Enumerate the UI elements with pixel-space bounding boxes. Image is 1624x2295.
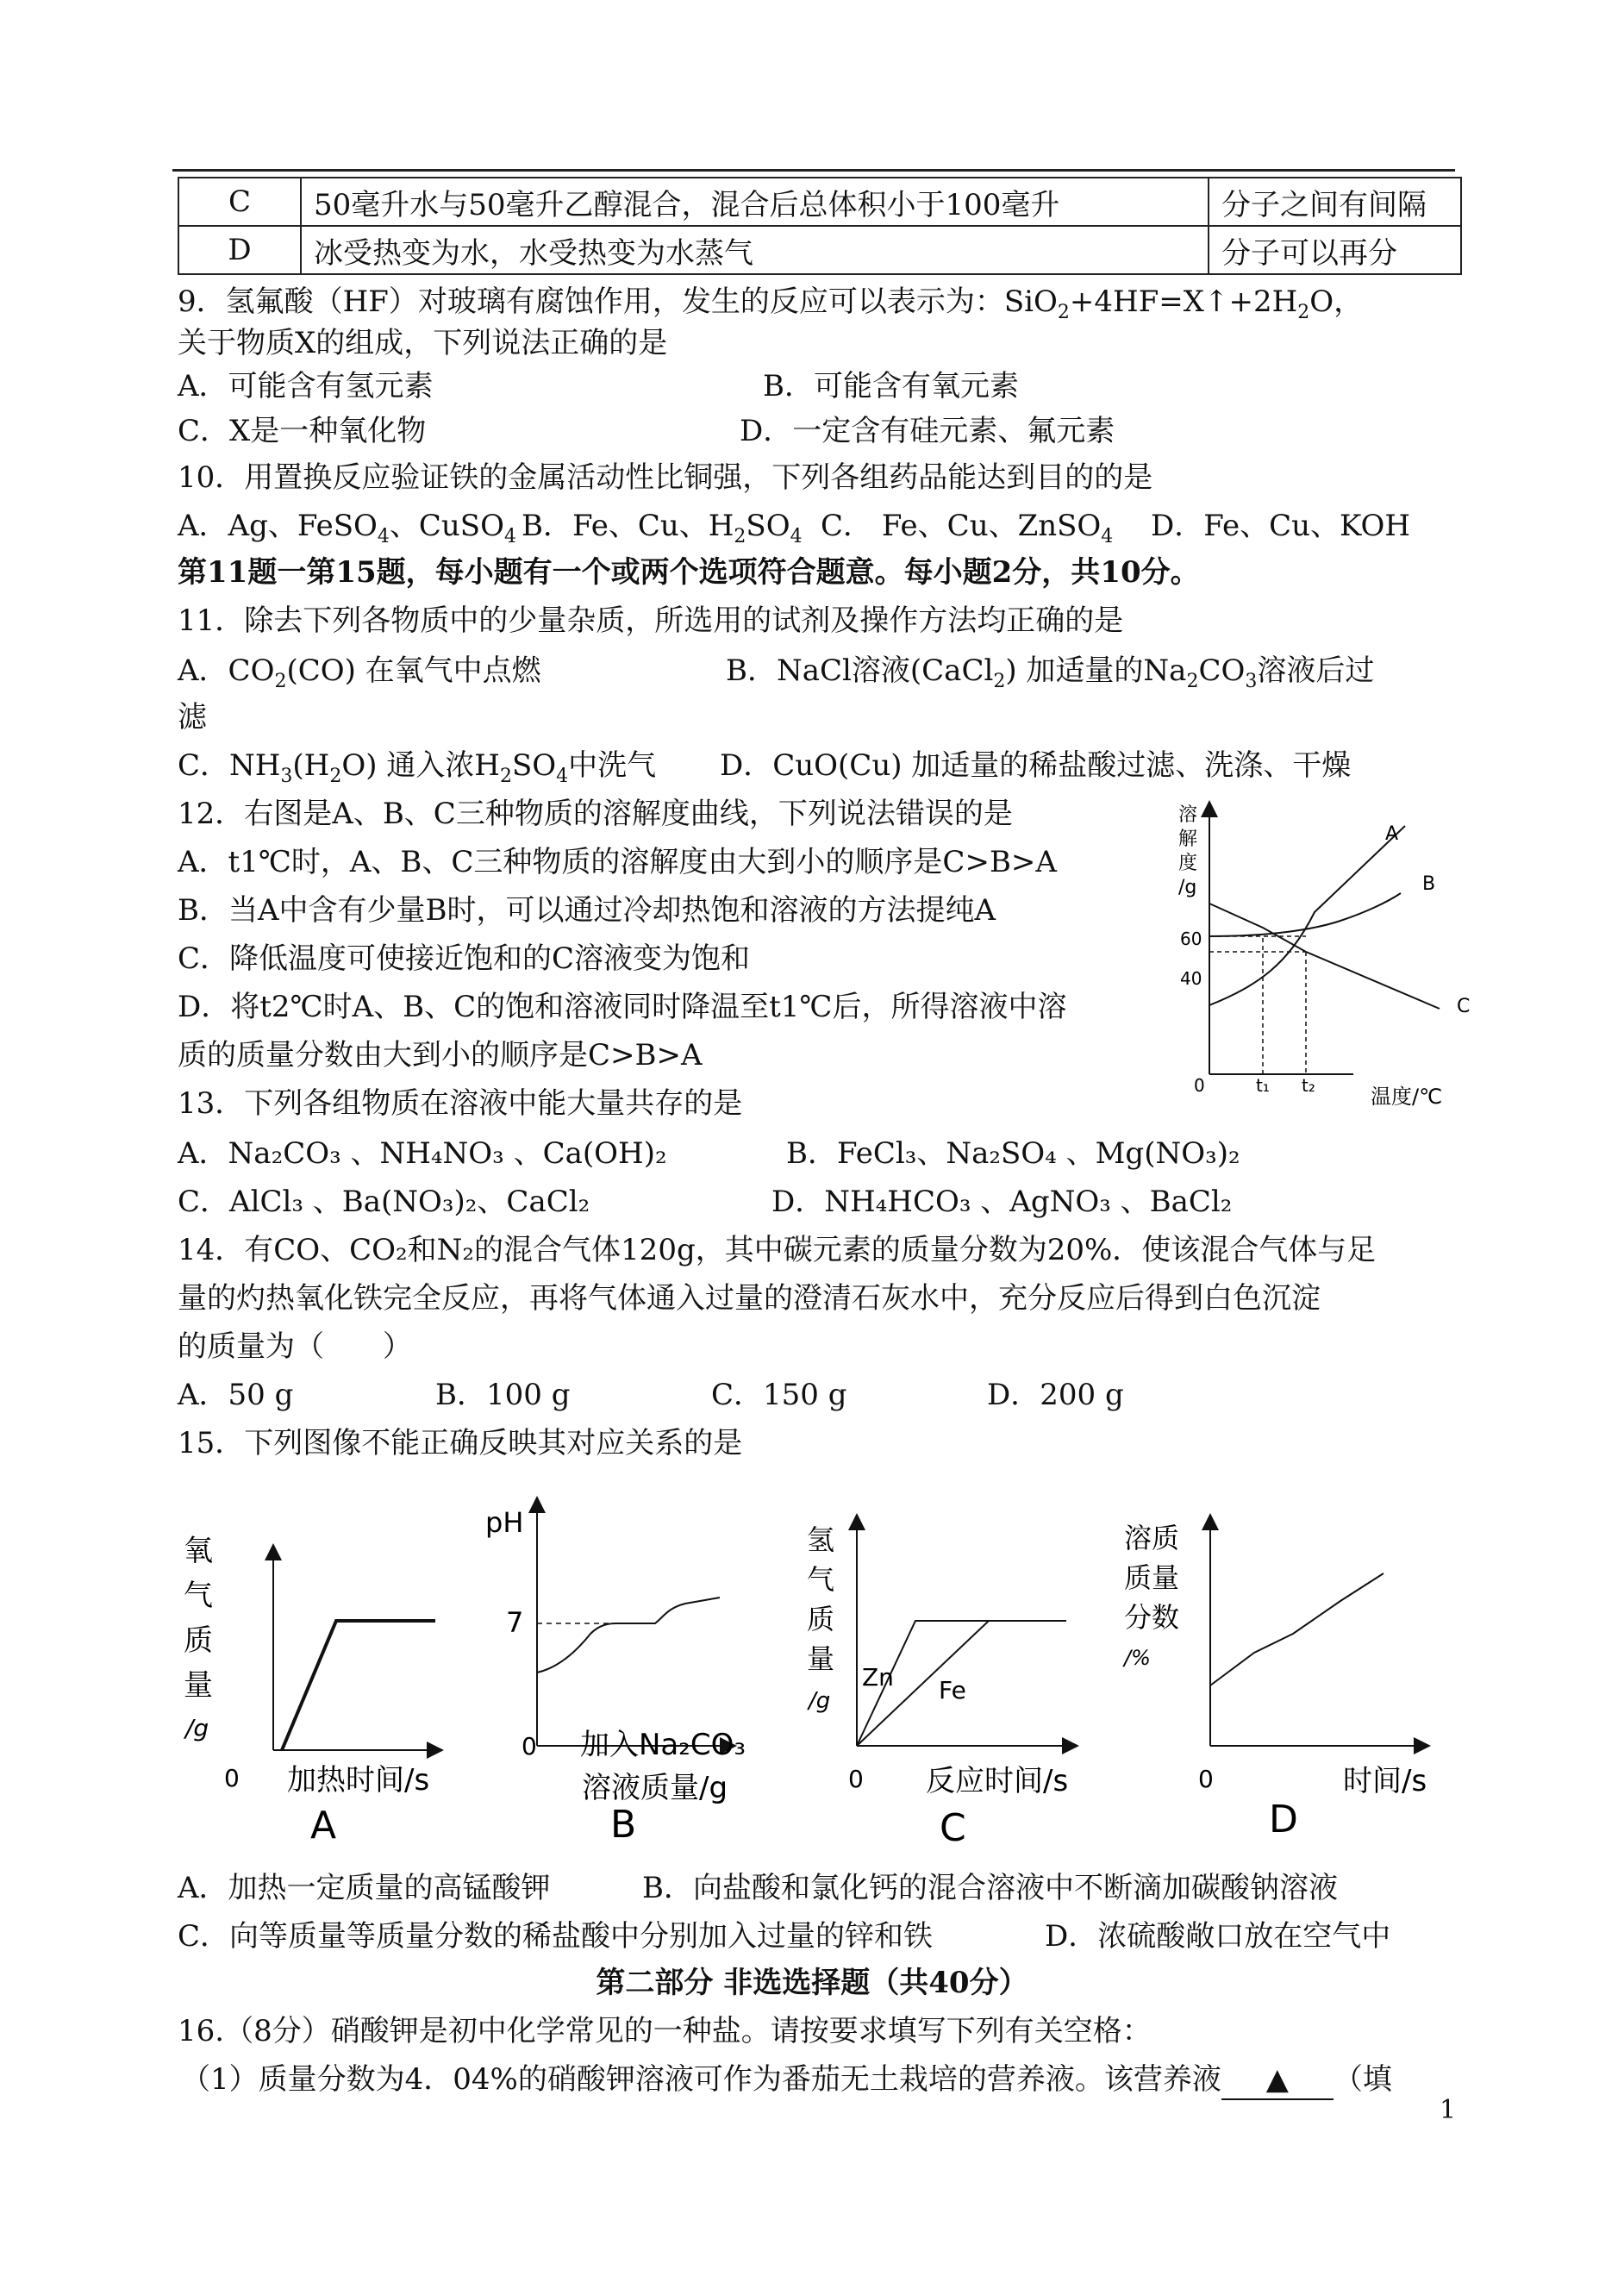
q9-stem: 9．氢氟酸（HF）对玻璃有腐蚀作用，发生的反应可以表示为：$SiO_2+4HF=X↑+2H_2O$，: [178, 285, 1364, 323]
q14-line2: 量的灼热氧化铁完全反应，再将气体通入过量的澄清石灰水中，充分反应后得到白色沉淀: [178, 1281, 1321, 1316]
q11-option-a: A．$CO_2(CO)$ 在氧气中点燃: [178, 653, 541, 692]
graph-letter: A: [310, 1804, 337, 1848]
y-label: 质: [807, 1603, 835, 1635]
q12-option-a: A．t1℃时，A、B、C三种物质的溶解度由大到小的顺序是C>B>A: [178, 845, 1057, 879]
q12-option-c: C．降低温度可使接近饱和的C溶液变为饱和: [178, 941, 751, 976]
q13-option-d: D．NH₄HCO₃ 、AgNO₃ 、BaCl₂: [771, 1185, 1233, 1219]
q16-stem: 16.（8分）硝酸钾是初中化学常见的一种盐。请按要求填写下列有关空格：: [178, 2014, 1152, 2048]
q9-stem2: 关于物质X的组成，下列说法正确的是: [178, 326, 668, 360]
tick-40: 40: [1180, 968, 1202, 989]
part-two-title: 第二部分 非选选择题（共40分）: [596, 1966, 1028, 2000]
origin: 0: [224, 1764, 240, 1792]
q13-option-b: B．FeCl₃、Na₂SO₄ 、Mg(NO₃)₂: [786, 1136, 1240, 1171]
graph-letter: B: [610, 1803, 637, 1847]
option-label: C: [178, 178, 301, 226]
zn-label: Zn: [862, 1663, 894, 1692]
fe-label: Fe: [939, 1676, 966, 1704]
x-label: 时间/s: [1343, 1764, 1427, 1798]
y-label: 溶质: [1124, 1522, 1180, 1554]
y-label: 氧: [184, 1534, 213, 1568]
q15-option-a: A．加热一定质量的高锰酸钾: [178, 1871, 551, 1905]
y-label-2: 解: [1178, 829, 1198, 850]
q12-option-d: D．将t2℃时A、B、C的饱和溶液同时降温至t1℃后，所得溶液中溶: [178, 990, 1067, 1024]
q11-option-b-cont: 滤: [178, 700, 207, 735]
x-label: 反应时间/s: [926, 1764, 1069, 1798]
q14-line1: 14．有CO、CO₂和N₂的混合气体120g，其中碳元素的质量分数为20%．使该混合气体与足: [178, 1233, 1377, 1267]
option-fact: 50毫升水与50毫升乙醇混合，混合后总体积小于100毫升: [301, 178, 1209, 226]
q12-option-d-cont: 质的质量分数由大到小的顺序是C>B>A: [178, 1038, 703, 1072]
y-label: 气: [184, 1579, 213, 1613]
q16-part1: （1）质量分数为4．04%的硝酸钾溶液可作为番茄无土栽培的营养液。该营养液 ▲ （填: [181, 2060, 1392, 2100]
q11-stem: 11．除去下列各物质中的少量杂质，所选用的试剂及操作方法均正确的是: [178, 603, 1124, 638]
y-label: 质: [184, 1623, 213, 1658]
y-label-4: /g: [1178, 877, 1197, 898]
q14-option-c: C．150 g: [711, 1378, 847, 1412]
q11-option-d: D．CuO(Cu) 加适量的稀盐酸过滤、洗涤、干燥: [720, 748, 1352, 783]
y-label: pH: [485, 1506, 524, 1539]
curve-b: [1209, 893, 1401, 936]
y-label-3: 度: [1178, 853, 1198, 874]
section-note: 第11题一第15题，每小题有一个或两个选项符合题意。每小题2分，共10分。: [178, 555, 1200, 590]
graph-d: [1121, 1513, 1448, 1858]
options-table: [178, 177, 1462, 275]
q14-option-d: D．200 g: [987, 1378, 1124, 1412]
q12-option-b: B．当A中含有少量B时，可以通过冷却热饱和溶液的方法提纯A: [178, 893, 996, 928]
q10-option-c: C． Fe、Cu、ZnSO$_4$: [821, 509, 1114, 547]
q15-option-b: B．向盐酸和氯化钙的混合溶液中不断滴加碳酸钠溶液: [642, 1871, 1338, 1905]
x-axis-label: 温度/℃: [1371, 1085, 1443, 1109]
q15-option-d: D．浓硫酸敞口放在空气中: [1045, 1919, 1391, 1954]
tick-t1: t₁: [1256, 1075, 1270, 1096]
graph-letter: C: [940, 1806, 966, 1850]
curve-a: [1209, 826, 1405, 1005]
q9-option-a: A．可能含有氢元素: [178, 369, 434, 403]
y-label: 氢: [807, 1523, 835, 1556]
q14-option-b: B．100 g: [435, 1378, 571, 1412]
q14-option-a: A．50 g: [178, 1378, 294, 1412]
oxygen-line: [282, 1621, 435, 1750]
option-label: D: [178, 226, 301, 274]
q11-option-c: C．$NH_3(H_2O)$ 通入浓$H_2SO_4$中洗气: [178, 748, 657, 787]
q10-stem: 10．用置换反应验证铁的金属活动性比铜强，下列各组药品能达到目的的是: [178, 460, 1153, 495]
q9-option-c: C．X是一种氧化物: [178, 414, 427, 448]
x-label: 加热时间/s: [287, 1763, 430, 1798]
origin: 0: [848, 1765, 864, 1793]
q9-option-b: B．可能含有氧元素: [763, 369, 1019, 403]
table-row: [178, 178, 1461, 226]
y-label: 量: [807, 1642, 835, 1675]
x-label-1: 加入Na₂CO₃: [580, 1728, 746, 1762]
q11-option-b: B．NaCl溶液(CaCl$_2$) 加适量的$Na_2CO_3$溶液后过: [726, 653, 1375, 692]
q12-stem: 12．右图是A、B、C三种物质的溶解度曲线，下列说法错误的是: [178, 797, 1013, 831]
tick-t2: t₂: [1302, 1075, 1315, 1096]
graph-b: [470, 1496, 763, 1858]
y-label: 质量: [1124, 1561, 1180, 1594]
y-label: /%: [1124, 1646, 1151, 1670]
label-a: A: [1385, 823, 1399, 845]
label-c: C: [1457, 996, 1471, 1017]
q15-option-c: C．向等质量等质量分数的稀盐酸中分别加入过量的锌和铁: [178, 1919, 934, 1954]
y-label-1: 溶: [1178, 804, 1198, 826]
graph-c: [795, 1513, 1088, 1858]
origin: 0: [522, 1732, 537, 1760]
q15-stem: 15．下列图像不能正确反映其对应关系的是: [178, 1426, 743, 1460]
q14-line3: 的质量为（ ）: [178, 1329, 412, 1364]
origin: 0: [1194, 1075, 1205, 1096]
option-reason: 分子之间有间隔: [1209, 178, 1461, 226]
option-reason: 分子可以再分: [1209, 226, 1461, 274]
ph-curve: [537, 1598, 720, 1673]
q10-option-d: D．Fe、Cu、KOH: [1151, 509, 1411, 543]
table-row: [178, 226, 1461, 274]
q13-option-c: C．AlCl₃ 、Ba(NO₃)₂、CaCl₂: [178, 1185, 590, 1219]
option-fact: 冰受热变为水，水受热变为水蒸气: [301, 226, 1209, 274]
origin: 0: [1198, 1765, 1214, 1793]
y-label: 气: [807, 1563, 835, 1596]
fraction-line: [1210, 1573, 1384, 1685]
x-label-2: 溶液质量/g: [582, 1771, 728, 1805]
tick-60: 60: [1180, 929, 1202, 949]
y-label: /g: [185, 1714, 209, 1742]
q10-option-b: B．Fe、Cu、$H_2SO_4$: [522, 509, 803, 547]
top-rule: [172, 169, 1455, 172]
y-label: 分数: [1124, 1601, 1180, 1634]
q13-option-a: A．Na₂CO₃ 、NH₄NO₃ 、Ca(OH)₂: [178, 1136, 667, 1171]
page-number: 1: [1440, 2095, 1457, 2125]
label-b: B: [1422, 873, 1436, 895]
y-label: 量: [184, 1668, 213, 1703]
q9-option-d: D．一定含有硅元素、氟元素: [740, 414, 1115, 448]
q13-stem: 13．下列各组物质在溶液中能大量共存的是: [178, 1086, 743, 1121]
answer-blank[interactable]: ▲: [1221, 2060, 1334, 2100]
graph-letter: D: [1269, 1798, 1298, 1842]
q10-option-a: A．Ag、FeSO$_4$、CuSO$_4$: [178, 509, 516, 547]
solubility-graph: [1177, 800, 1504, 1128]
tick-7: 7: [506, 1606, 524, 1639]
graph-a: [177, 1517, 461, 1862]
curve-c: [1209, 904, 1440, 1009]
y-label: /g: [809, 1688, 831, 1714]
